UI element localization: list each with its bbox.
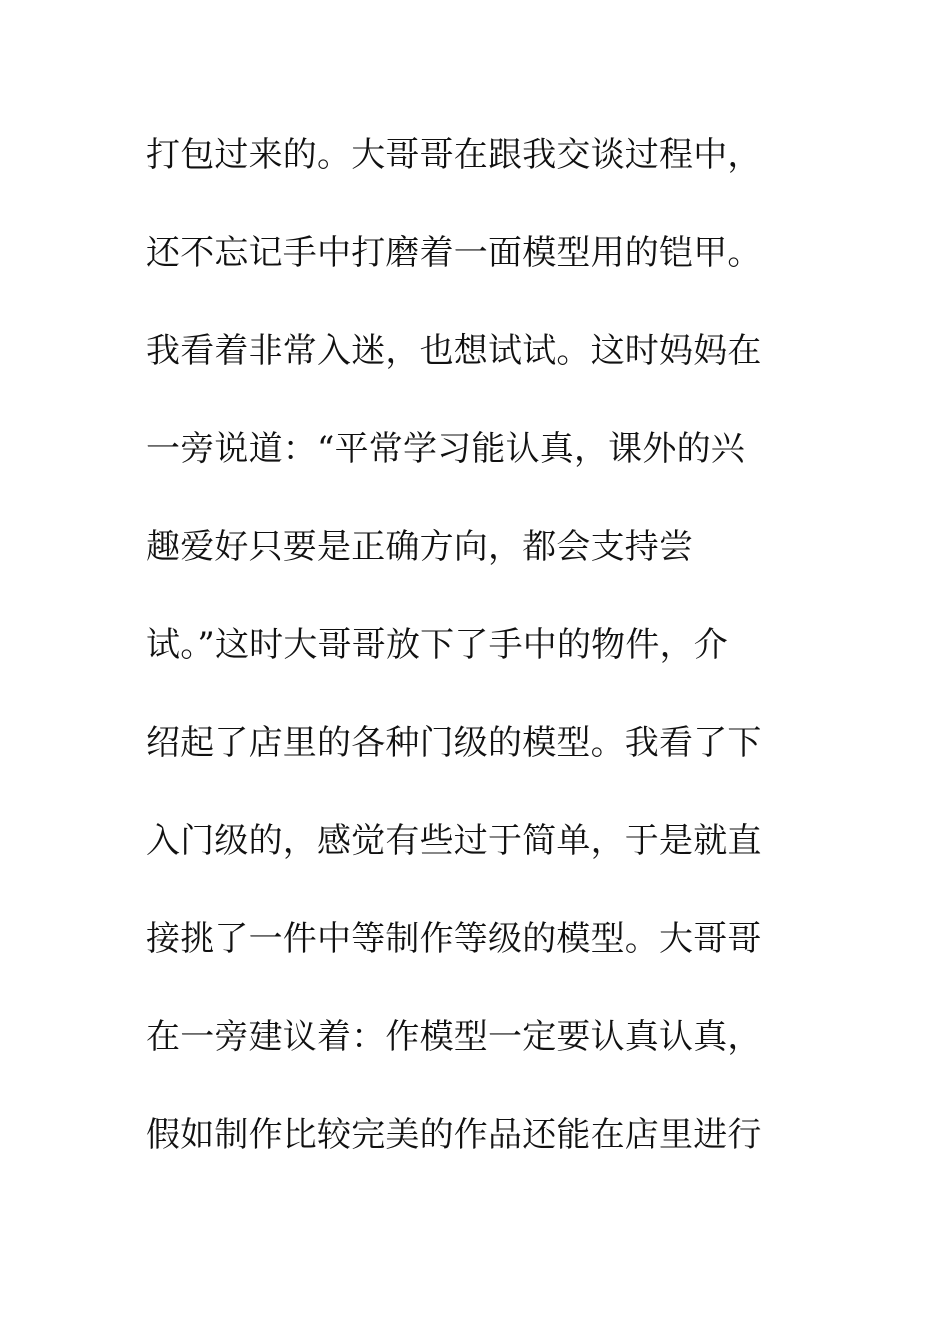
- body-text: [146, 127, 786, 1205]
- text-line-9: 接挑了一件中等制作等级的模型。大哥哥: [146, 919, 762, 959]
- text-line-6: 试。”这时大哥哥放下了手中的物件，介: [146, 625, 728, 665]
- text-line-7: 绍起了店里的各种门级的模型。我看了下: [146, 723, 762, 763]
- text-line-11: 假如制作比较完美的作品还能在店里进行: [146, 1115, 762, 1155]
- text-line-3: 我看着非常入迷，也想试试。这时妈妈在: [146, 331, 762, 371]
- text-line-5: 趣爱好只要是正确方向，都会支持尝: [146, 527, 694, 567]
- text-line-2: 还不忘记手中打磨着一面模型用的铠甲。: [146, 233, 762, 273]
- text-line-8: 入门级的，感觉有些过于简单，于是就直: [146, 821, 762, 861]
- text-line-10: 在一旁建议着：作模型一定要认真认真，: [146, 1017, 762, 1057]
- text-line-1: 打包过来的。大哥哥在跟我交谈过程中，: [146, 135, 762, 175]
- text-line-4: 一旁说道：“平常学习能认真，课外的兴: [146, 429, 745, 469]
